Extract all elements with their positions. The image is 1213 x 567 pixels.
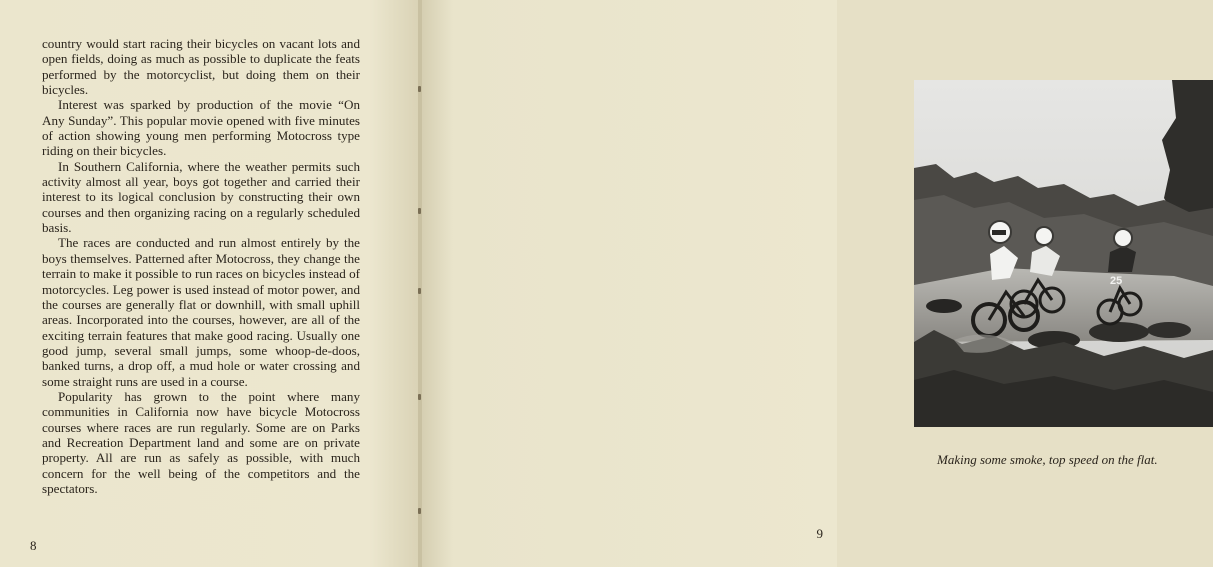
photo-caption: Making some smoke, top speed on the flat. bbox=[937, 452, 1158, 467]
tire-obstacle bbox=[1147, 322, 1191, 338]
page-number-left: 8 bbox=[30, 538, 37, 553]
binding-stitch bbox=[418, 86, 421, 92]
paragraph-3: In Southern California, where the weather permits such activity almost all year, boys got together and carried their interest to its logical conclusion by constructing their own courses and then organizing racing on a regularly scheduled basis. bbox=[42, 158, 360, 236]
left-page bbox=[0, 0, 420, 567]
photo-illustration bbox=[914, 80, 1213, 427]
tire-obstacle bbox=[926, 299, 962, 313]
binding-stitch bbox=[418, 288, 421, 294]
body-text bbox=[42, 36, 360, 496]
binding-stitch bbox=[418, 208, 421, 214]
binding-stitch bbox=[418, 394, 421, 400]
paragraph-2: Interest was sparked by production of the movie “On Any Sunday”. This popular movie opened with five minutes of action showing young men performing Motocross type riding on their bicycles. bbox=[42, 97, 360, 159]
tire-obstacle bbox=[1089, 322, 1149, 342]
right-page bbox=[420, 0, 1158, 567]
bmx-race-photo bbox=[914, 80, 1213, 427]
rider-number-plate: 25 bbox=[1110, 275, 1123, 287]
paragraph-1: country would start racing their bicycles on vacant lots and open fields, doing as much as possible to duplicate the feats performed by the motorcyclist, but doing them on their bicycles. bbox=[42, 36, 360, 98]
page-number-right: 9 bbox=[816, 526, 823, 541]
paragraph-5: Popularity has grown to the point where many communities in California now have bicycle Motocross courses where races are run regularly. Some are on Parks and Recreation Department land and some are on private property. All are run as safely as possible, with much concern for the well being of the competitors and the spectators. bbox=[42, 388, 360, 496]
paragraph-4: The races are conducted and run almost entirely by the boys themselves. Patterned after Motocross, they change the terrain to make it possible to run races on bicycles instead of motorcycles. Leg power is used instead of motor power, and the courses are generally flat or downhill, with small uphill areas. Incorporated into the courses, however, are all of the exciting terrain features that make good racing. Usually one good jump, several small jumps, some whoop-de-doos, banked turns, a drop off, a mud hole or water crossing and some straight runs are used in a course. bbox=[42, 235, 360, 389]
binding-stitch bbox=[418, 508, 421, 514]
